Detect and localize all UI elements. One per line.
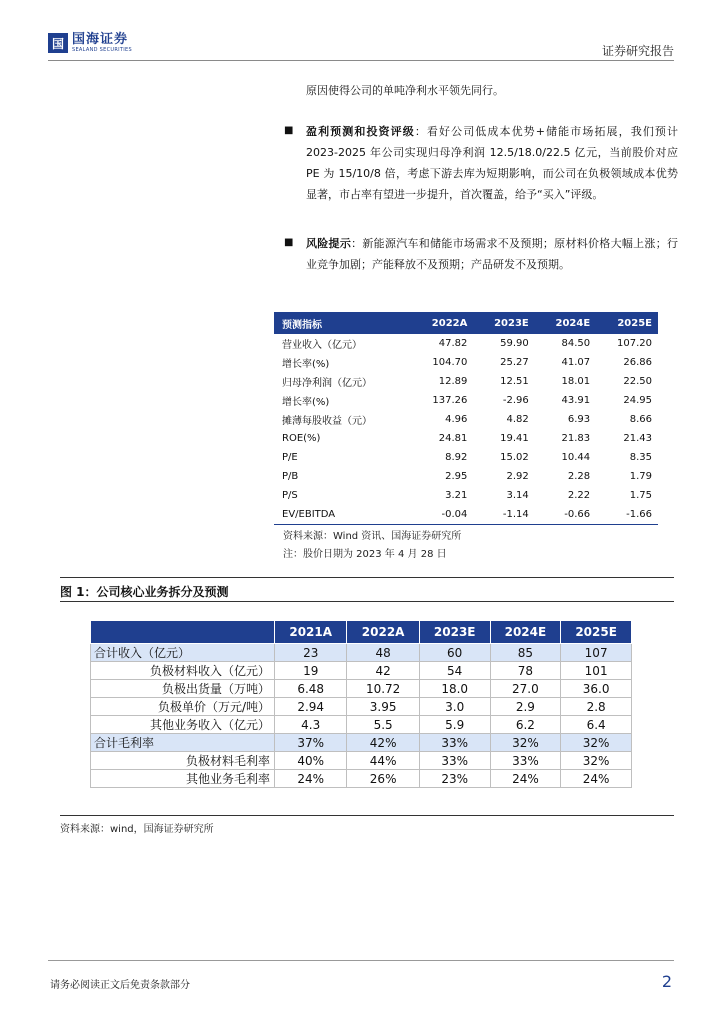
figure-cell: 42	[347, 662, 419, 680]
forecast-cell: 26.86	[623, 357, 652, 368]
forecast-header-year: 2025E	[596, 312, 658, 334]
figure-top-divider	[60, 577, 674, 578]
forecast-cell: 2.28	[567, 471, 591, 482]
forecast-cell: 1.75	[629, 490, 652, 501]
figure-row-label: 负极材料收入（亿元）	[91, 662, 275, 680]
figure-cell: 42%	[347, 734, 419, 752]
figure-cell: 24%	[561, 770, 632, 788]
forecast-cell: 2.92	[506, 471, 529, 482]
figure-cell: 36.0	[561, 680, 632, 698]
forecast-row-label: ROE(%)	[282, 433, 321, 444]
figure-row	[91, 752, 632, 770]
figure-total-row	[91, 644, 632, 662]
forecast-cell: 2.95	[445, 471, 468, 482]
forecast-cell: 8.92	[445, 452, 468, 463]
figure-row	[91, 698, 632, 716]
forecast-row	[274, 429, 658, 448]
forecast-header-label: 预测指标	[274, 312, 411, 334]
logo-chinese-name: 国海证券	[72, 32, 129, 47]
figure-header-row	[91, 621, 632, 644]
figure-header-year: 2025E	[561, 621, 632, 644]
figure-header-year: 2023E	[419, 621, 490, 644]
figure-cell: 5.9	[419, 716, 490, 734]
forecast-cell: 21.43	[623, 433, 652, 444]
forecast-row	[274, 467, 658, 486]
figure-cell: 24%	[490, 770, 561, 788]
figure-row-label: 其他业务收入（亿元）	[91, 716, 275, 734]
figure-row-label: 负极材料毛利率	[91, 752, 275, 770]
figure-cell: 4.3	[275, 716, 347, 734]
forecast-row	[274, 410, 658, 429]
figure-cell: 10.72	[347, 680, 419, 698]
figure-cell: 23%	[419, 770, 490, 788]
forecast-header-year: 2023E	[473, 312, 534, 334]
risk-paragraph	[306, 233, 678, 275]
forecast-cell: 25.27	[500, 357, 529, 368]
forecast-cell: 43.91	[561, 395, 591, 406]
figure-bottom-divider	[60, 815, 674, 816]
forecast-cell: 107.20	[617, 338, 652, 349]
forecast-cell: -2.96	[502, 395, 529, 406]
forecast-cell: -1.14	[473, 505, 534, 525]
forecast-cell: 3.14	[506, 490, 529, 501]
forecast-row	[274, 391, 658, 410]
figure-row-label: 合计毛利率	[91, 734, 275, 752]
figure-cell: 26%	[347, 770, 419, 788]
forecast-cell: 2.22	[567, 490, 591, 501]
risk-heading: 风险提示	[306, 237, 352, 250]
figure-cell: 85	[490, 644, 561, 662]
forecast-cell: 24.81	[438, 433, 468, 444]
forecast-header-year: 2024E	[535, 312, 596, 334]
forecast-row	[274, 353, 658, 372]
figure-cell: 33%	[419, 752, 490, 770]
forecast-row-label: 营业收入（亿元）	[282, 340, 362, 351]
logo-mark-icon: 国	[48, 33, 68, 53]
figure-cell: 78	[490, 662, 561, 680]
forecast-cell: 15.02	[500, 452, 529, 463]
forecast-row	[274, 448, 658, 467]
header-divider	[48, 60, 674, 61]
footer-disclaimer: 请务必阅读正文后免责条款部分	[50, 980, 190, 991]
forecast-cell: 12.89	[438, 376, 468, 387]
forecast-cell: 41.07	[561, 357, 591, 368]
forecast-cell: 1.79	[629, 471, 652, 482]
forecast-header-row	[274, 312, 658, 334]
figure-cell: 33%	[490, 752, 561, 770]
figure-row	[91, 662, 632, 680]
forecast-cell: 4.96	[445, 414, 468, 425]
logo-english-name: SEALAND SECURITIES	[72, 47, 132, 53]
intro-paragraph: 原因使得公司的单吨净利水平领先同行。	[306, 84, 504, 97]
business-breakdown-table	[90, 620, 632, 788]
figure-title-divider	[60, 601, 674, 602]
forecast-cell: 59.90	[500, 338, 529, 349]
figure-cell: 107	[561, 644, 632, 662]
figure-cell: 2.8	[561, 698, 632, 716]
profit-forecast-heading: 盈利预测和投资评级	[306, 125, 415, 138]
figure-title: 图 1：公司核心业务拆分及预测	[60, 585, 229, 599]
figure-cell: 60	[419, 644, 490, 662]
forecast-cell: 8.35	[629, 452, 652, 463]
figure-cell: 3.0	[419, 698, 490, 716]
figure-cell: 2.9	[490, 698, 561, 716]
forecast-cell: 137.26	[432, 395, 468, 406]
forecast-cell: 6.93	[567, 414, 591, 425]
figure-cell: 101	[561, 662, 632, 680]
forecast-row	[274, 505, 658, 525]
forecast-cell: 22.50	[623, 376, 652, 387]
company-logo	[48, 32, 132, 54]
forecast-cell: -1.66	[596, 505, 658, 525]
figure-cell: 27.0	[490, 680, 561, 698]
forecast-header-year: 2022A	[411, 312, 474, 334]
forecast-row-label: 增长率(%)	[282, 359, 330, 370]
figure-header-year: 2021A	[275, 621, 347, 644]
figure-cell: 5.5	[347, 716, 419, 734]
figure-cell: 32%	[561, 734, 632, 752]
figure-row	[91, 680, 632, 698]
business-breakdown-figure	[90, 620, 632, 798]
figure-cell: 6.2	[490, 716, 561, 734]
figure-total-row	[91, 734, 632, 752]
forecast-row	[274, 334, 658, 353]
forecast-table-container	[274, 312, 658, 525]
forecast-row-label: 归母净利润（亿元）	[282, 378, 372, 389]
forecast-row-label: 增长率(%)	[282, 397, 330, 408]
forecast-cell: 47.82	[438, 338, 468, 349]
report-type: 证券研究报告	[601, 44, 674, 58]
figure-cell: 48	[347, 644, 419, 662]
figure-header-year: 2022A	[347, 621, 419, 644]
forecast-cell: 84.50	[561, 338, 591, 349]
forecast-cell: 12.51	[500, 376, 529, 387]
figure-cell: 32%	[490, 734, 561, 752]
page-number: 2	[661, 972, 672, 991]
figure-cell: 18.0	[419, 680, 490, 698]
forecast-row-label: P/B	[282, 471, 299, 482]
figure-row-label: 负极单价（万元/吨）	[91, 698, 275, 716]
forecast-cell: -0.66	[535, 505, 596, 525]
figure-cell: 44%	[347, 752, 419, 770]
forecast-row-label: P/S	[282, 490, 298, 501]
forecast-note: 注：股价日期为 2023 年 4 月 28 日	[283, 549, 447, 560]
figure-cell: 40%	[275, 752, 347, 770]
forecast-cell: -0.04	[411, 505, 474, 525]
forecast-row-label: P/E	[282, 452, 298, 463]
figure-row-label: 其他业务毛利率	[91, 770, 275, 788]
forecast-cell: 24.95	[623, 395, 652, 406]
profit-forecast-text: ：看好公司低成本优势+储能市场拓展，我们预计 2023-2025 年公司实现归母净利润 12.5/18.0/22.5 亿元，当前股价对应 PE 为 15/10/8 倍，考虑下游去库为短期影响，而公司在负极领域成本优势显著，市占率有望进一步提升，首次覆盖，给予“买入”评级。	[306, 125, 679, 201]
figure-cell: 2.94	[275, 698, 347, 716]
figure-cell: 54	[419, 662, 490, 680]
figure-cell: 3.95	[347, 698, 419, 716]
forecast-cell: 19.41	[500, 433, 529, 444]
figure-header-year: 2024E	[490, 621, 561, 644]
figure-row-label: 负极出货量（万吨）	[91, 680, 275, 698]
figure-cell: 37%	[275, 734, 347, 752]
forecast-cell: 21.83	[561, 433, 591, 444]
figure-cell: 32%	[561, 752, 632, 770]
figure-source: 资料来源：wind，国海证券研究所	[60, 824, 214, 835]
forecast-cell: 10.44	[561, 452, 591, 463]
forecast-cell: 3.21	[445, 490, 468, 501]
figure-cell: 23	[275, 644, 347, 662]
forecast-row-label: EV/EBITDA	[274, 505, 411, 525]
figure-cell: 24%	[275, 770, 347, 788]
forecast-cell: 18.01	[561, 376, 591, 387]
footer-divider	[48, 960, 674, 961]
figure-cell: 33%	[419, 734, 490, 752]
forecast-source: 资料来源：Wind 资讯、国海证券研究所	[283, 531, 462, 542]
forecast-row	[274, 486, 658, 505]
figure-header-blank	[91, 621, 275, 644]
forecast-cell: 104.70	[432, 357, 468, 368]
profit-forecast-paragraph	[306, 121, 678, 205]
forecast-row	[274, 372, 658, 391]
figure-row-label: 合计收入（亿元）	[91, 644, 275, 662]
forecast-table	[274, 312, 658, 525]
figure-row	[91, 770, 632, 788]
forecast-row-label: 摊薄每股收益（元）	[282, 416, 372, 427]
figure-row	[91, 716, 632, 734]
bullet-icon: ■	[284, 237, 294, 248]
forecast-cell: 8.66	[629, 414, 652, 425]
figure-cell: 19	[275, 662, 347, 680]
figure-cell: 6.4	[561, 716, 632, 734]
forecast-cell: 4.82	[506, 414, 529, 425]
risk-text: ：新能源汽车和储能市场需求不及预期；原材料价格大幅上涨；行业竞争加剧；产能释放不及预期；产品研发不及预期。	[306, 237, 678, 271]
figure-cell: 6.48	[275, 680, 347, 698]
bullet-icon: ■	[284, 125, 294, 136]
